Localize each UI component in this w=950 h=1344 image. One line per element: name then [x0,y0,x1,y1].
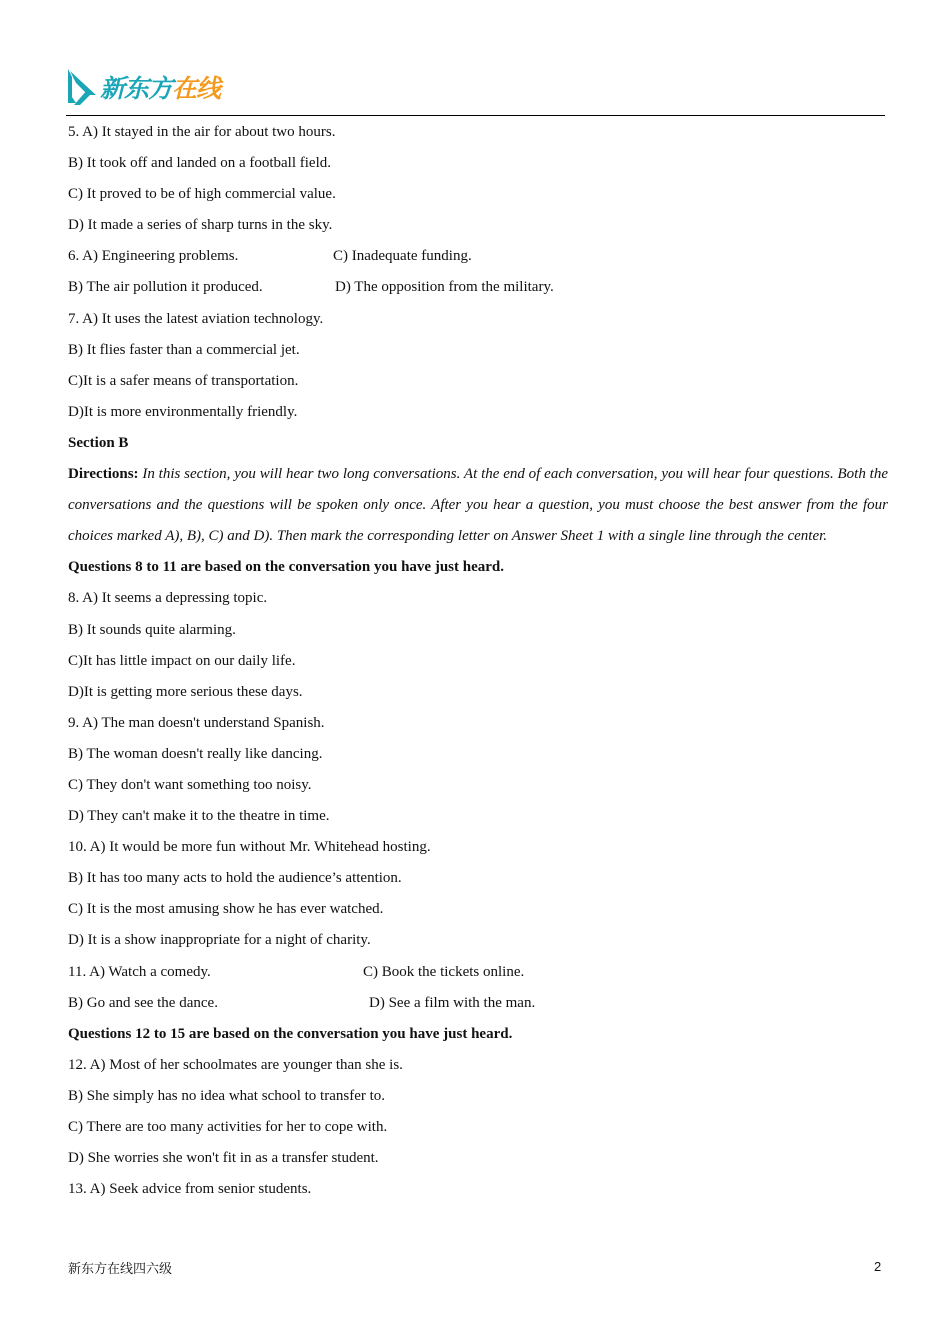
q9-option-a: 9. A) The man doesn't understand Spanish. [68,714,325,731]
q9-option-d: D) They can't make it to the theatre in time. [68,808,330,825]
q10-option-a: 10. A) It would be more fun without Mr. Whitehead hosting. [68,839,431,856]
header-rule [66,115,885,116]
q13-option-a: 13. A) Seek advice from senior students. [68,1181,312,1198]
q8-option-b: B) It sounds quite alarming. [68,621,236,638]
q5-option-c: C) It proved to be of high commercial value. [68,186,336,203]
q11-row-2 [68,988,888,1019]
q7-option-d: D)It is more environmentally friendly. [68,403,298,420]
q8-11-heading: Questions 8 to 11 are based on the conversation you have just heard. [68,559,504,576]
logo-text-part2: 在线 [172,74,221,103]
q11-option-b: B) Go and see the dance. [68,994,218,1011]
q11-option-a: 11. A) Watch a comedy. [68,963,211,980]
q12-option-a: 12. A) Most of her schoolmates are younger than she is. [68,1056,403,1073]
q7-option-b: B) It flies faster than a commercial jet. [68,341,300,358]
section-b-heading: Section B [68,434,129,451]
q11-option-c: C) Book the tickets online. [363,963,525,980]
q7-option-c: C)It is a safer means of transportation. [68,372,299,389]
q12-option-c: C) There are too many activities for her to cope with. [68,1119,388,1135]
directions-paragraph [68,459,888,552]
q10-option-c: C) It is the most amusing show he has ever watched. [68,901,384,918]
q9-option-c: C) They don't want something too noisy. [68,776,312,793]
q10-option-b: B) It has too many acts to hold the audience’s attention. [68,870,402,887]
q6-option-b: B) The air pollution it produced. [68,279,263,296]
q8-option-a: 8. A) It seems a depressing topic. [68,590,268,607]
directions-text: In this section, you will hear two long conversations. At the end of each conversation, you will hear four questions. Both the conversations and the questions will be spoken only once. After you hear a question, you must choose the best answer from the four choices marked A), B), C) and D). Then mark the corresponding letter on Answer Sheet 1 with a single line through the center. [68,466,888,545]
q12-option-b: B) She simply has no idea what school to transfer to. [68,1087,386,1104]
q6-row-1 [68,241,888,272]
q7-option-a: 7. A) It uses the latest aviation technology. [68,310,324,327]
q5-option-b: B) It took off and landed on a football field. [68,155,331,172]
logo-text-part1: 新东方 [100,74,173,103]
logo-mark-icon [66,67,98,107]
q6-option-d: D) The opposition from the military. [335,279,554,296]
logo-text [100,69,220,105]
q6-option-c: C) Inadequate funding. [333,248,472,265]
q5-option-a: 5. A) It stayed in the air for about two hours. [68,124,336,140]
q8-option-c: C)It has little impact on our daily life. [68,652,296,669]
q8-option-d: D)It is getting more serious these days. [68,683,303,700]
brand-logo [66,66,220,108]
q9-option-b: B) The woman doesn't really like dancing. [68,745,323,762]
q11-option-d: D) See a film with the man. [369,994,536,1011]
q12-15-heading: Questions 12 to 15 are based on the conversation you have just heard. [68,1025,513,1042]
directions-label: Directions: [68,466,139,483]
q6-row-2 [68,272,888,303]
footer-brand: 新东方在线四六级 [68,1262,173,1277]
q12-option-d: D) She worries she won't fit in as a transfer student. [68,1150,379,1167]
q5-option-d: D) It made a series of sharp turns in the sky. [68,217,333,234]
page-number: 2 [874,1259,882,1274]
exam-content [68,117,888,1205]
q11-row-1 [68,957,888,988]
q6-option-a: 6. A) Engineering problems. [68,248,239,265]
q10-option-d: D) It is a show inappropriate for a night of charity. [68,932,371,949]
